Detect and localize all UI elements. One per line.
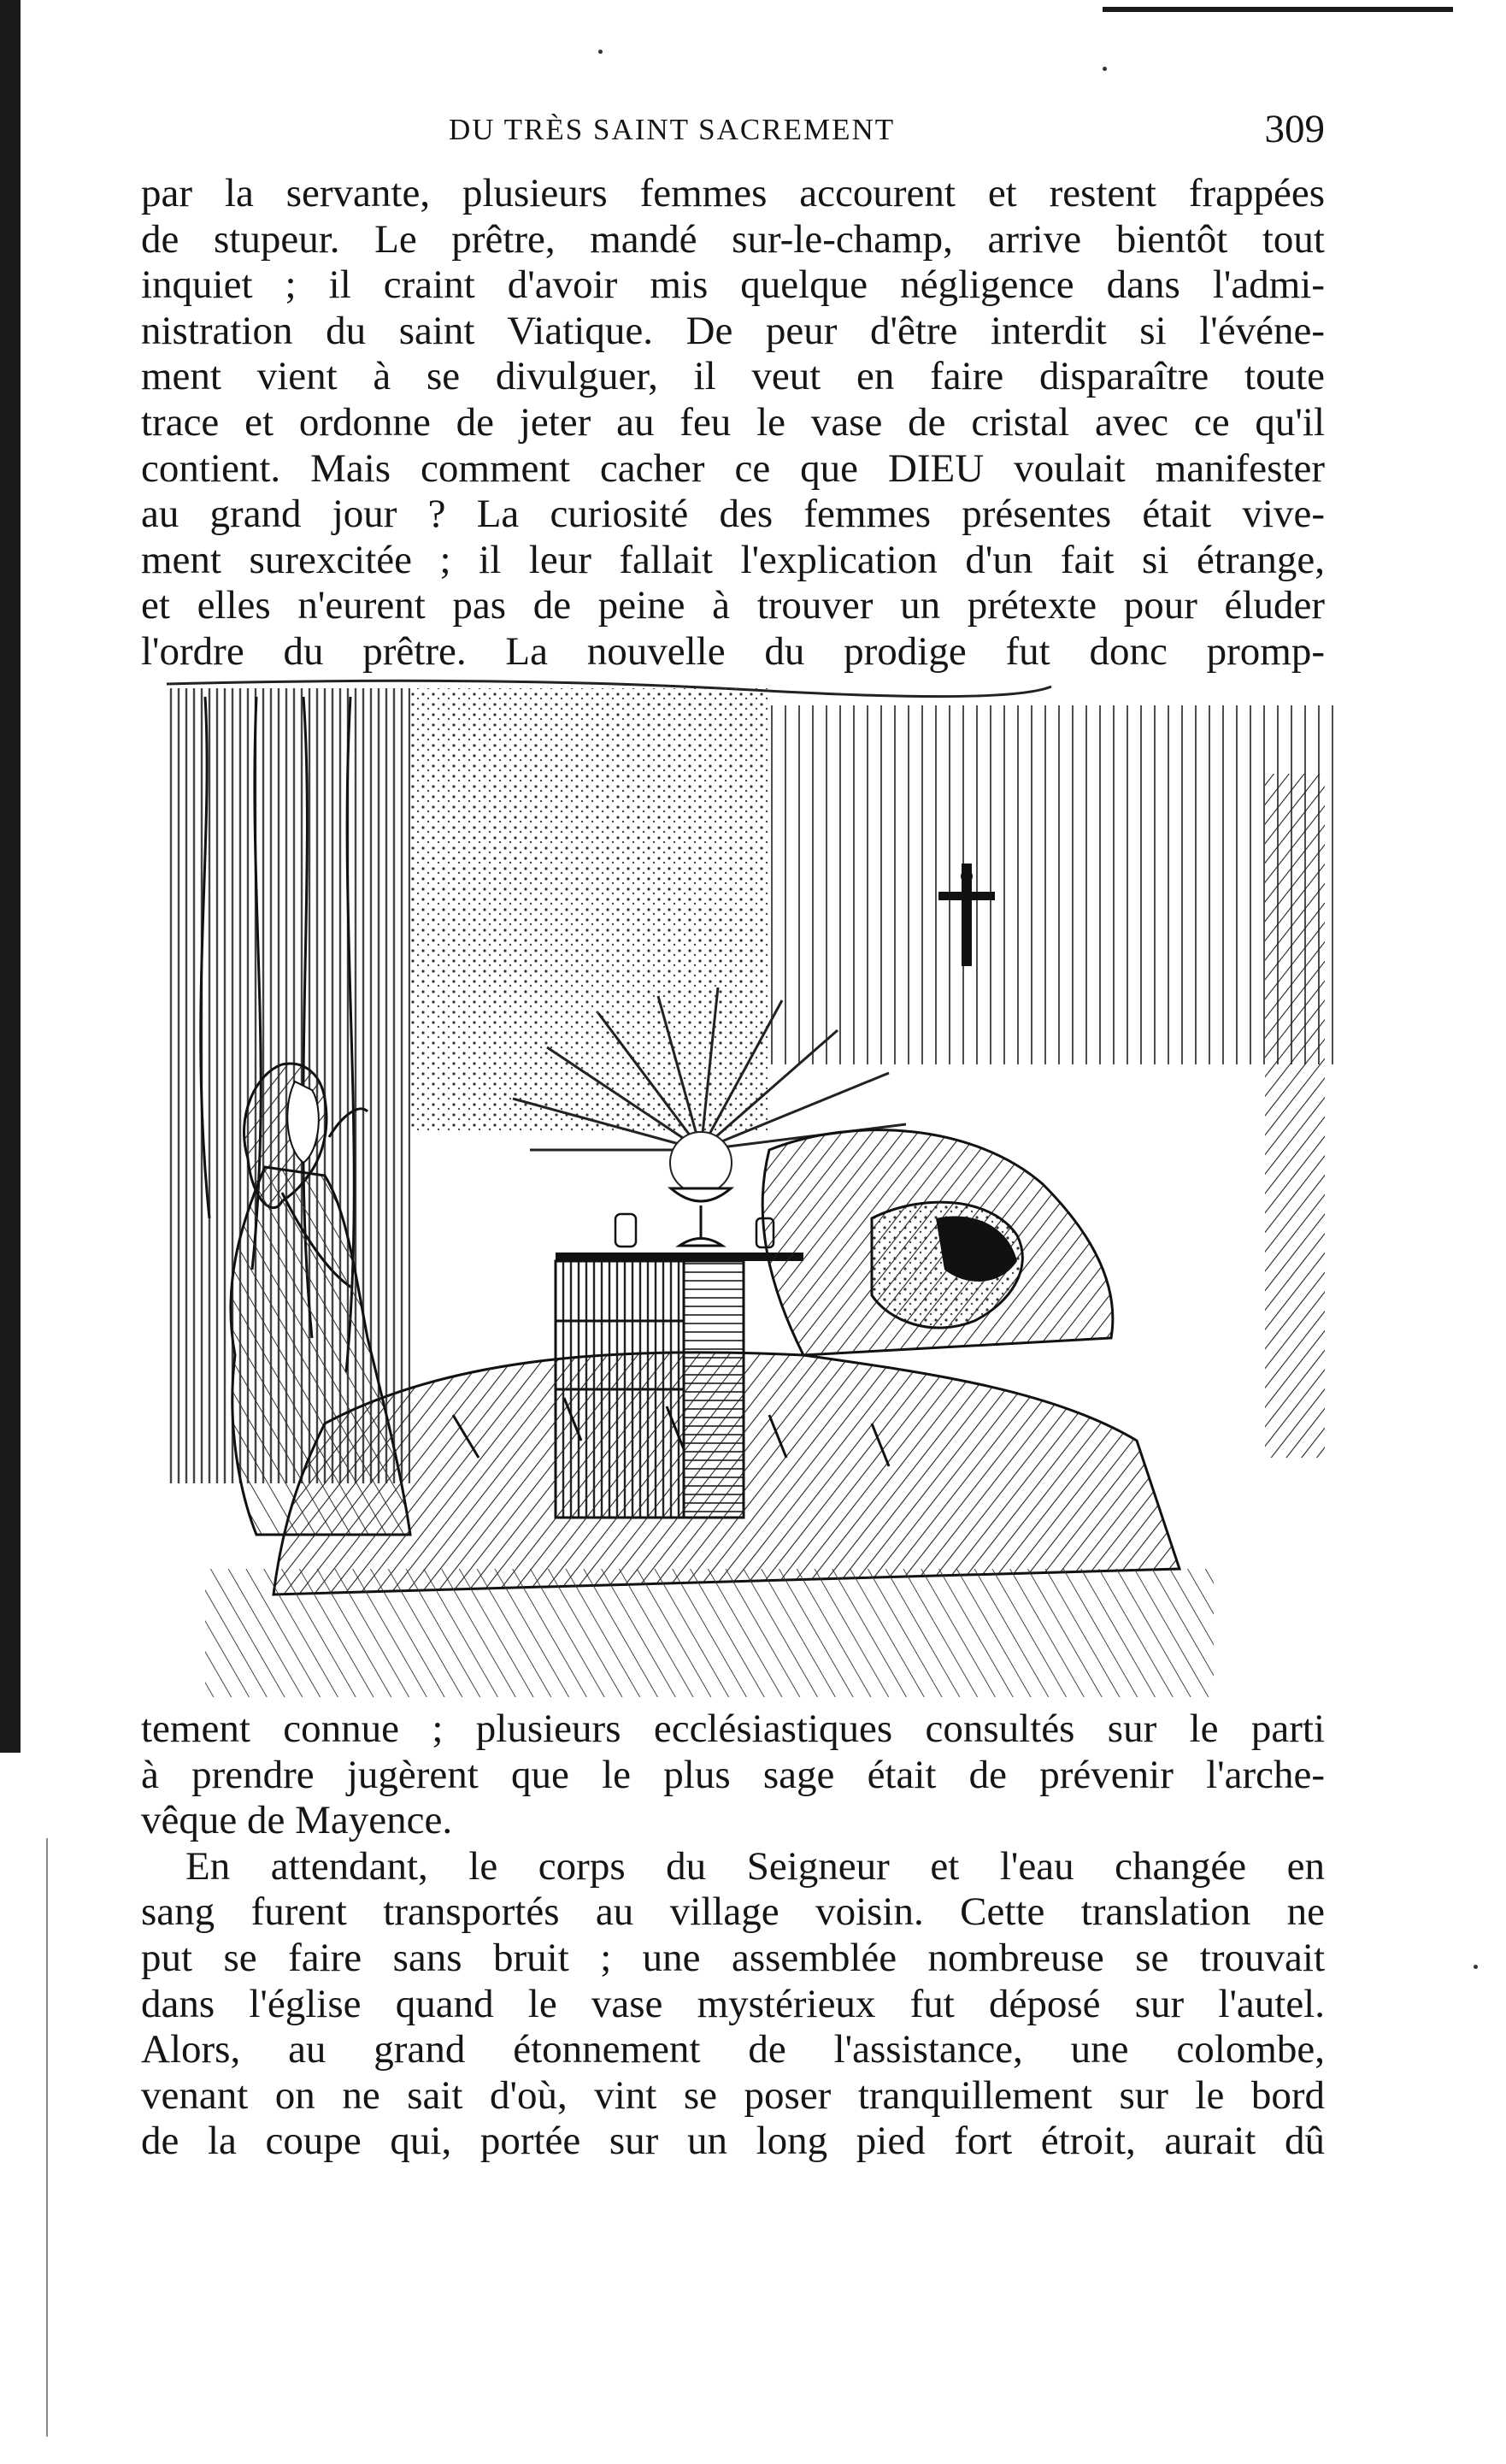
text-line: ment surexcitée ; il leur fallait l'explication d'un fait si étrange, [141,537,1325,582]
text-line: nistration du saint Viatique. De peur d'être interdit si l'événe- [141,308,1325,353]
text-line: contient. Mais comment cacher ce que DIEU voulait manifester [141,445,1325,491]
scan-speck [1474,1965,1478,1969]
scan-speck [598,50,603,54]
text-line: En attendant, le corps du Seigneur et l'eau changée en [185,1843,1325,1889]
text-line: sang furent transportés au village voisin. Cette translation ne [141,1889,1325,1935]
engraving-illustration [154,671,1333,1706]
text-line: tement connue ; plusieurs ecclésiastiques consultés sur le parti [141,1707,1325,1751]
text-line: par la servante, plusieurs femmes accourent et restent frappées [141,171,1325,215]
text-line: inquiet ; il craint d'avoir mis quelque négligence dans l'admi- [141,262,1325,308]
text-line: put se faire sans bruit ; une assemblée nombreuse se trouvait [141,1935,1325,1980]
running-title: DU TRÈS SAINT SACREMENT [449,113,896,146]
text-line: ment vient à se divulguer, il veut en faire disparaître toute [141,354,1325,399]
running-head [141,109,1325,161]
text-line: de stupeur. Le prêtre, mandé sur-le-champ, arrive bientôt tout [141,216,1325,262]
text-line: vêque de Mayence. [141,1798,453,1843]
scan-edge-left-thin [46,1838,48,2437]
page-number: 309 [1264,107,1325,151]
text-line: trace et ordonne de jeter au feu le vase de cristal avec ce qu'il [141,399,1325,445]
paragraph-bottom [141,1707,1325,2165]
scan-edge-top [1103,7,1453,12]
chalice-icon [671,1188,731,1246]
text-line: de la coupe qui, portée sur un long pied fort étroit, aurait dû [141,2119,1325,2164]
scan-speck [1103,67,1107,71]
text-line: au grand jour ? La curiosité des femmes présentes était vive- [141,492,1325,537]
scan-edge-left [0,0,21,1753]
text-line: Alors, au grand étonnement de l'assistance, une colombe, [141,2027,1325,2072]
text-line: dans l'église quand le vase mystérieux fut déposé sur l'autel. [141,1981,1325,2026]
text-line: et elles n'eurent pas de peine à trouver un prétexte pour éluder [141,583,1325,628]
text-line: venant on ne sait d'où, vint se poser tranquillement sur le bord [141,2072,1325,2118]
paragraph-top [141,171,1325,675]
text-line: l'ordre du prêtre. La nouvelle du prodige fut donc promp- [141,628,1325,674]
text-line: à prendre jugèrent que le plus sage était de prévenir l'arche- [141,1752,1325,1797]
